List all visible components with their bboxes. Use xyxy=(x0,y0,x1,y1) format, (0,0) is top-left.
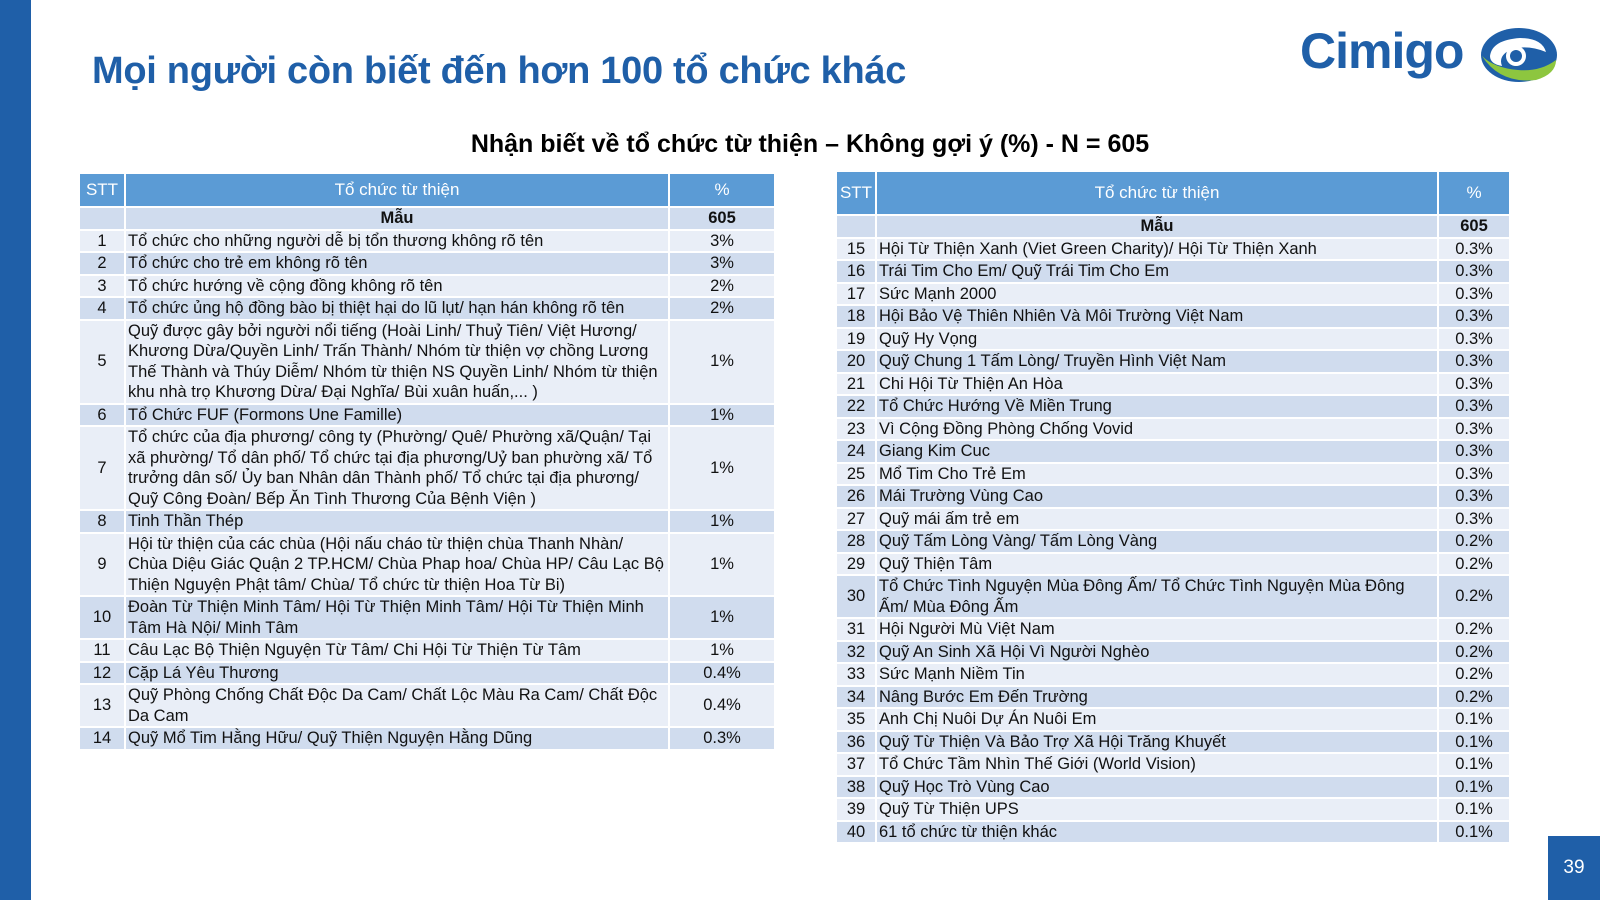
charity-table-left xyxy=(78,172,776,751)
table-row xyxy=(837,576,1509,617)
row-percentage: 0.3% xyxy=(1439,374,1509,395)
row-organization: Chi Hội Từ Thiện An Hòa xyxy=(877,374,1437,395)
row-organization: Tổ chức cho những người dễ bị tổn thương không rõ tên xyxy=(126,231,668,252)
row-percentage: 0.1% xyxy=(1439,754,1509,775)
table-header-row xyxy=(837,172,1509,214)
table-row xyxy=(837,777,1509,798)
table-header-row xyxy=(80,174,774,206)
row-percentage: 2% xyxy=(670,276,774,297)
table-row xyxy=(80,231,774,252)
row-organization: Quỹ Thiện Tâm xyxy=(877,554,1437,575)
row-percentage: 0.2% xyxy=(1439,554,1509,575)
row-stt: 33 xyxy=(837,664,875,685)
table-row xyxy=(80,405,774,426)
table-row xyxy=(837,329,1509,350)
table-row xyxy=(80,321,774,403)
table-row xyxy=(837,396,1509,417)
row-stt: 2 xyxy=(80,253,124,274)
row-percentage: 0.2% xyxy=(1439,642,1509,663)
table-row xyxy=(837,419,1509,440)
row-stt: 25 xyxy=(837,464,875,485)
row-percentage: 0.1% xyxy=(1439,732,1509,753)
row-stt: 20 xyxy=(837,351,875,372)
row-stt: 5 xyxy=(80,321,124,403)
table-row xyxy=(80,534,774,596)
table-row xyxy=(837,351,1509,372)
header-org: Tổ chức từ thiện xyxy=(126,174,668,206)
header-pct: % xyxy=(670,174,774,206)
table-row xyxy=(837,554,1509,575)
table-row xyxy=(837,486,1509,507)
table-row xyxy=(80,253,774,274)
row-stt: 17 xyxy=(837,284,875,305)
row-stt: 29 xyxy=(837,554,875,575)
row-percentage: 0.4% xyxy=(670,685,774,726)
row-percentage: 1% xyxy=(670,597,774,638)
row-percentage: 0.3% xyxy=(1439,419,1509,440)
row-stt: 30 xyxy=(837,576,875,617)
row-organization: Sức Mạnh 2000 xyxy=(877,284,1437,305)
row-stt: 35 xyxy=(837,709,875,730)
row-stt: 40 xyxy=(837,822,875,843)
row-organization: Hội Bảo Vệ Thiên Nhiên Và Môi Trường Việt Nam xyxy=(877,306,1437,327)
sample-row xyxy=(837,216,1509,237)
eye-logo-icon xyxy=(1480,26,1558,84)
row-percentage: 1% xyxy=(670,534,774,596)
table-row xyxy=(80,728,774,749)
table-row xyxy=(837,464,1509,485)
row-percentage: 0.3% xyxy=(1439,464,1509,485)
row-percentage: 0.3% xyxy=(1439,284,1509,305)
table-row xyxy=(837,732,1509,753)
row-percentage: 1% xyxy=(670,640,774,661)
row-stt: 23 xyxy=(837,419,875,440)
table-row xyxy=(837,239,1509,260)
header-org: Tổ chức từ thiện xyxy=(877,172,1437,214)
table-row xyxy=(80,276,774,297)
table-row xyxy=(837,687,1509,708)
row-organization: Vì Cộng Đồng Phòng Chống Vovid xyxy=(877,419,1437,440)
row-stt: 31 xyxy=(837,619,875,640)
row-organization: Quỹ Từ Thiện Và Bảo Trợ Xã Hội Trăng Khuyết xyxy=(877,732,1437,753)
row-organization: Cặp Lá Yêu Thương xyxy=(126,663,668,684)
table-row xyxy=(837,261,1509,282)
sample-row xyxy=(80,208,774,229)
table-subtitle: Nhận biết về tổ chức từ thiện – Không gợi ý (%) - N = 605 xyxy=(470,130,1150,158)
row-organization: Tổ Chức FUF (Formons Une Famille) xyxy=(126,405,668,426)
table-row xyxy=(837,509,1509,530)
row-organization: Tổ Chức Tình Nguyện Mùa Đông Ấm/ Tổ Chức Tình Nguyện Mùa Đông Ấm/ Mùa Đông Ấm xyxy=(877,576,1437,617)
row-stt: 27 xyxy=(837,509,875,530)
sample-stt xyxy=(80,208,124,229)
table-row xyxy=(80,427,774,509)
row-organization: Quỹ Mổ Tim Hằng Hữu/ Quỹ Thiện Nguyện Hằng Dũng xyxy=(126,728,668,749)
row-stt: 39 xyxy=(837,799,875,820)
row-stt: 15 xyxy=(837,239,875,260)
row-stt: 13 xyxy=(80,685,124,726)
row-organization: Mái Trường Vùng Cao xyxy=(877,486,1437,507)
row-stt: 16 xyxy=(837,261,875,282)
row-percentage: 0.1% xyxy=(1439,709,1509,730)
header-stt: STT xyxy=(837,172,875,214)
row-stt: 26 xyxy=(837,486,875,507)
row-stt: 32 xyxy=(837,642,875,663)
row-organization: Đoàn Từ Thiện Minh Tâm/ Hội Từ Thiện Minh Tâm/ Hội Từ Thiện Minh Tâm Hà Nội/ Minh Tâm xyxy=(126,597,668,638)
table-row xyxy=(80,663,774,684)
row-percentage: 0.1% xyxy=(1439,822,1509,843)
row-stt: 11 xyxy=(80,640,124,661)
row-percentage: 1% xyxy=(670,405,774,426)
row-percentage: 0.4% xyxy=(670,663,774,684)
table-row xyxy=(837,284,1509,305)
row-organization: Tổ chức ủng hộ đồng bào bị thiệt hại do lũ lụt/ hạn hán không rõ tên xyxy=(126,298,668,319)
row-stt: 36 xyxy=(837,732,875,753)
row-organization: Trái Tim Cho Em/ Quỹ Trái Tim Cho Em xyxy=(877,261,1437,282)
row-percentage: 0.3% xyxy=(1439,239,1509,260)
row-percentage: 0.2% xyxy=(1439,664,1509,685)
table-row xyxy=(837,642,1509,663)
row-organization: Anh Chị Nuôi Dự Án Nuôi Em xyxy=(877,709,1437,730)
sample-label: Mẫu xyxy=(877,216,1437,237)
row-organization: Quỹ Hy Vọng xyxy=(877,329,1437,350)
sample-value: 605 xyxy=(1439,216,1509,237)
row-organization: Quỹ An Sinh Xã Hội Vì Người Nghèo xyxy=(877,642,1437,663)
row-organization: Tổ chức hướng về cộng đồng không rõ tên xyxy=(126,276,668,297)
logo-text: Cimigo xyxy=(1300,23,1464,79)
table-row xyxy=(80,640,774,661)
row-percentage: 0.3% xyxy=(1439,441,1509,462)
row-percentage: 0.3% xyxy=(1439,329,1509,350)
table-row xyxy=(837,441,1509,462)
row-organization: Quỹ mái ấm trẻ em xyxy=(877,509,1437,530)
row-stt: 3 xyxy=(80,276,124,297)
row-stt: 34 xyxy=(837,687,875,708)
row-percentage: 0.3% xyxy=(1439,351,1509,372)
charity-table-right xyxy=(835,170,1511,844)
row-organization: Hội Người Mù Việt Nam xyxy=(877,619,1437,640)
header-pct: % xyxy=(1439,172,1509,214)
row-stt: 19 xyxy=(837,329,875,350)
row-organization: Tổ Chức Tầm Nhìn Thế Giới (World Vision) xyxy=(877,754,1437,775)
table-row xyxy=(837,709,1509,730)
table-row xyxy=(837,619,1509,640)
table-row xyxy=(837,822,1509,843)
row-percentage: 0.3% xyxy=(1439,486,1509,507)
table-row xyxy=(80,685,774,726)
row-stt: 28 xyxy=(837,531,875,552)
row-organization: 61 tổ chức từ thiện khác xyxy=(877,822,1437,843)
row-stt: 22 xyxy=(837,396,875,417)
row-percentage: 0.3% xyxy=(1439,396,1509,417)
table-row xyxy=(80,597,774,638)
row-organization: Tổ chức cho trẻ em không rõ tên xyxy=(126,253,668,274)
row-organization: Tinh Thần Thép xyxy=(126,511,668,532)
table-row xyxy=(837,531,1509,552)
cimigo-logo xyxy=(1300,20,1570,90)
row-stt: 12 xyxy=(80,663,124,684)
table-row xyxy=(837,374,1509,395)
page-number: 39 xyxy=(1548,836,1600,900)
row-percentage: 3% xyxy=(670,231,774,252)
row-stt: 10 xyxy=(80,597,124,638)
header-stt: STT xyxy=(80,174,124,206)
row-organization: Tổ chức của địa phương/ công ty (Phường/ Quê/ Phường xã/Quận/ Tại xã phường/ Tổ dân phố/ Tổ chức tại địa phương/Uỷ ban phường xã/ Tổ trưởng dân số/ Ủy ban Nhân dân Thành phố/ Tổ chức tại địa phương/ Quỹ Công Đoàn/ Bếp Ăn Tình Thương Của Bệnh Viện ) xyxy=(126,427,668,509)
row-percentage: 0.2% xyxy=(1439,531,1509,552)
table-row xyxy=(80,511,774,532)
row-organization: Hội từ thiện của các chùa (Hội nấu cháo từ thiện chùa Thanh Nhàn/ Chùa Diệu Giác Quận 2 TP.HCM/ Chùa Phap hoa/ Chùa HP/ Câu Lạc Bộ Thiện Nguyện Phật tâm/ Chùa/ Tổ chức từ thiện Hoa Từ Bi) xyxy=(126,534,668,596)
table-row xyxy=(80,298,774,319)
row-percentage: 1% xyxy=(670,321,774,403)
row-organization: Nâng Bước Em Đến Trường xyxy=(877,687,1437,708)
row-stt: 8 xyxy=(80,511,124,532)
row-organization: Quỹ Từ Thiện UPS xyxy=(877,799,1437,820)
row-stt: 1 xyxy=(80,231,124,252)
row-organization: Quỹ được gây bởi người nổi tiếng (Hoài Linh/ Thuỷ Tiên/ Việt Hương/ Khương Dừa/Quyền Linh/ Trấn Thành/ Nhóm từ thiện vợ chồng Lương Thế Thành và Thúy Diễm/ Nhóm từ thiện NS Quyền Linh/ Nhóm từ thiện khu nhà trọ Khương Dừa/ Đại Nghĩa/ Bùi xuân huấn,... ) xyxy=(126,321,668,403)
row-stt: 37 xyxy=(837,754,875,775)
row-organization: Giang Kim Cuc xyxy=(877,441,1437,462)
row-stt: 4 xyxy=(80,298,124,319)
sample-label: Mẫu xyxy=(126,208,668,229)
row-stt: 14 xyxy=(80,728,124,749)
row-percentage: 0.2% xyxy=(1439,687,1509,708)
table-row xyxy=(837,799,1509,820)
row-percentage: 1% xyxy=(670,427,774,509)
row-organization: Quỹ Học Trò Vùng Cao xyxy=(877,777,1437,798)
row-percentage: 0.2% xyxy=(1439,619,1509,640)
table-row xyxy=(837,664,1509,685)
sample-stt xyxy=(837,216,875,237)
row-percentage: 1% xyxy=(670,511,774,532)
sample-value: 605 xyxy=(670,208,774,229)
row-stt: 21 xyxy=(837,374,875,395)
row-stt: 24 xyxy=(837,441,875,462)
row-percentage: 2% xyxy=(670,298,774,319)
row-percentage: 0.3% xyxy=(1439,306,1509,327)
row-percentage: 0.3% xyxy=(1439,509,1509,530)
row-organization: Hội Từ Thiện Xanh (Viet Green Charity)/ Hội Từ Thiện Xanh xyxy=(877,239,1437,260)
row-percentage: 0.2% xyxy=(1439,576,1509,617)
row-percentage: 0.1% xyxy=(1439,799,1509,820)
row-percentage: 0.3% xyxy=(1439,261,1509,282)
slide-title: Mọi người còn biết đến hơn 100 tổ chức khác xyxy=(92,50,907,92)
row-stt: 38 xyxy=(837,777,875,798)
row-organization: Quỹ Phòng Chống Chất Độc Da Cam/ Chất Lộc Màu Ra Cam/ Chất Độc Da Cam xyxy=(126,685,668,726)
row-stt: 18 xyxy=(837,306,875,327)
row-organization: Quỹ Chung 1 Tấm Lòng/ Truyền Hình Việt Nam xyxy=(877,351,1437,372)
row-stt: 6 xyxy=(80,405,124,426)
row-organization: Quỹ Tấm Lòng Vàng/ Tấm Lòng Vàng xyxy=(877,531,1437,552)
table-row xyxy=(837,306,1509,327)
row-percentage: 0.1% xyxy=(1439,777,1509,798)
row-organization: Câu Lạc Bộ Thiện Nguyện Từ Tâm/ Chi Hội Từ Thiện Từ Tâm xyxy=(126,640,668,661)
row-percentage: 3% xyxy=(670,253,774,274)
row-stt: 9 xyxy=(80,534,124,596)
row-stt: 7 xyxy=(80,427,124,509)
row-organization: Sức Mạnh Niềm Tin xyxy=(877,664,1437,685)
row-organization: Mổ Tim Cho Trẻ Em xyxy=(877,464,1437,485)
table-row xyxy=(837,754,1509,775)
row-percentage: 0.3% xyxy=(670,728,774,749)
row-organization: Tổ Chức Hướng Về Miền Trung xyxy=(877,396,1437,417)
